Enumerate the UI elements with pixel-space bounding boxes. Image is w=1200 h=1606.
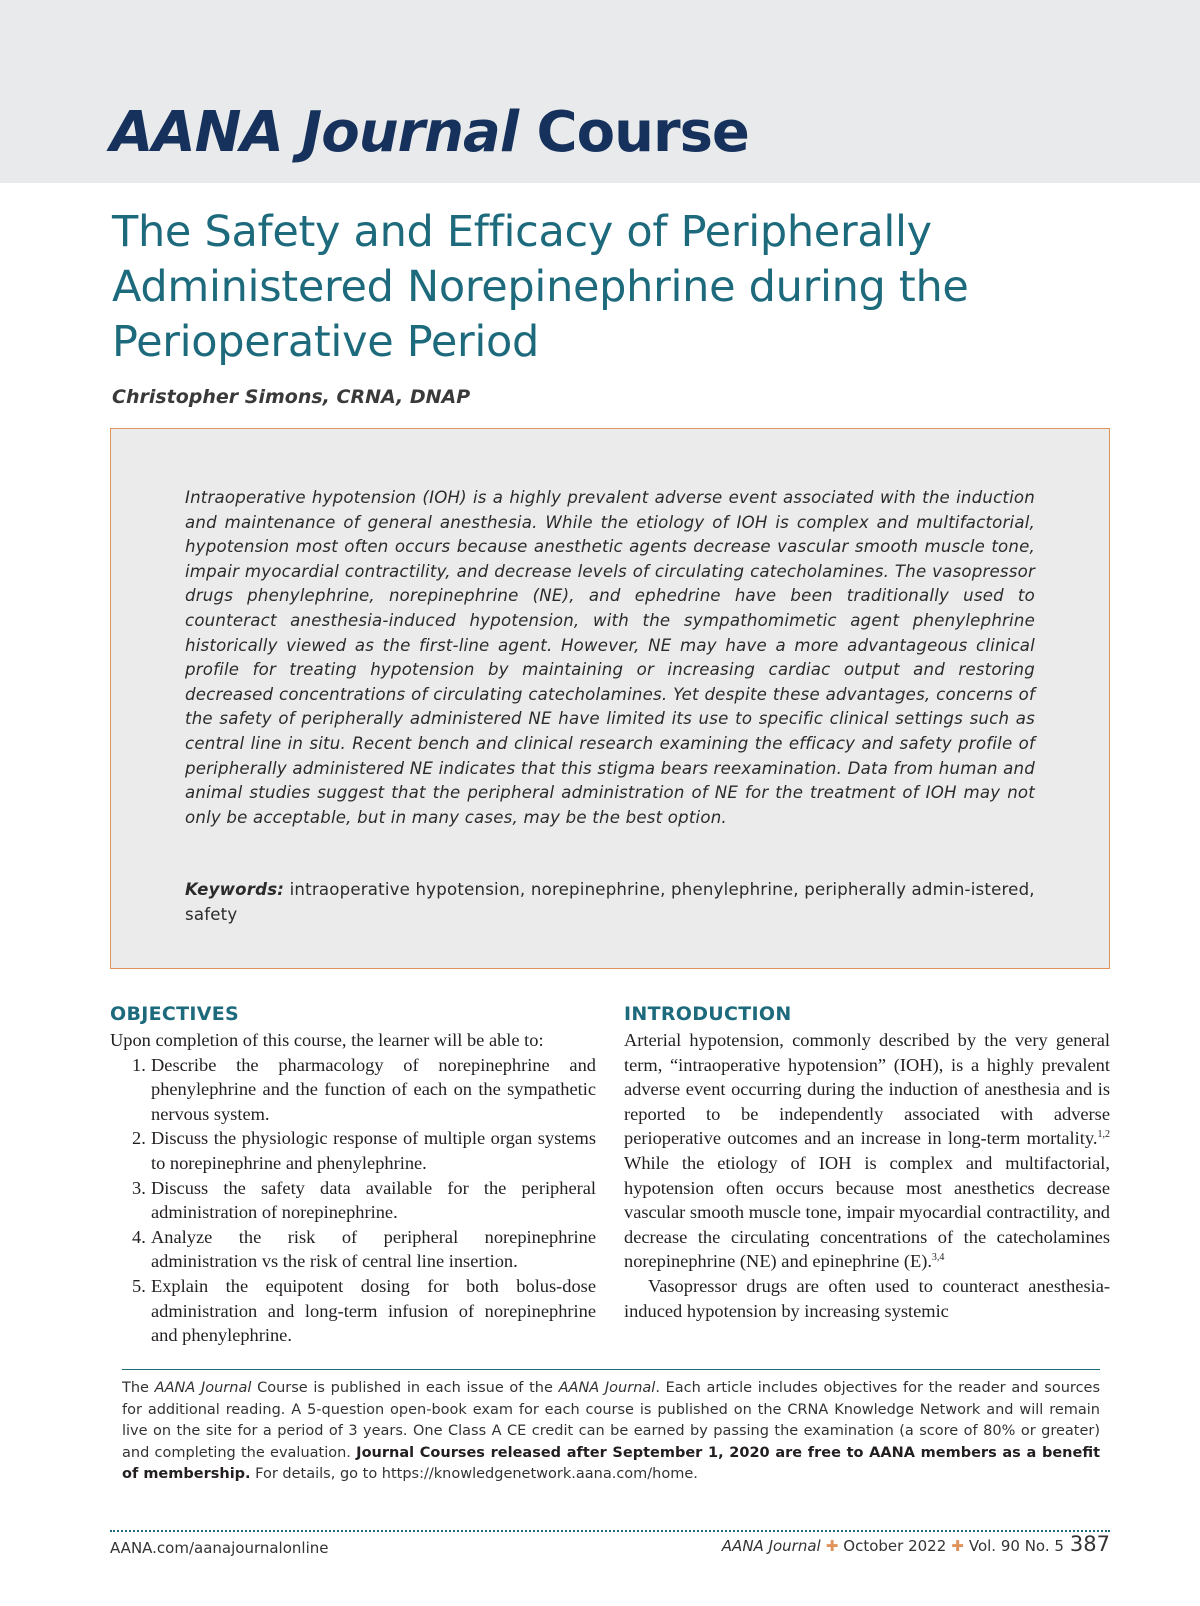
keywords — [185, 878, 1035, 927]
objective-text: Describe the pharmacology of norepinephrine and phenylephrine and the function of each on the sympathetic nervous system. — [151, 1054, 596, 1124]
footnote-divider — [122, 1369, 1100, 1370]
objectives-heading: OBJECTIVES — [110, 1003, 240, 1025]
journal-course-title — [110, 100, 749, 165]
introduction-paragraph-2: Vasopressor drugs are often used to counteract anesthesia-induced hypotension by increasing systemic — [624, 1275, 1110, 1321]
intro-text: While the etiology of IOH is complex and multifactorial, hypotension often occurs because most anesthetics decrease vascular smooth muscle tone, impair myocardial contractility, and decrease the circulating concentrations of the catecholamines norepinephrine (NE) and epinephrine (E). — [624, 1152, 1110, 1272]
objectives-list — [110, 1053, 596, 1348]
objective-number: 3. — [132, 1177, 146, 1198]
abstract-text: Intraoperative hypotension (IOH) is a highly prevalent adverse event associated with the induction and maintenance of general anesthesia. While the etiology of IOH is complex and multifactorial, hypotension most often occurs because anesthetic agents decrease vascular smooth muscle tone, impair myocardial contractility, and decrease levels of circulating catecholamines. The vasopressor drugs phenylephrine, norepinephrine (NE), and ephedrine have been traditionally used to counteract anesthesia-induced hypotension, with the sympathomimetic agent phenylephrine historically viewed as the first-line agent. However, NE may have a more advantageous clinical profile for treating hypotension by maintaining or increasing cardiac output and restoring decreased concentrations of circulating catecholamines. Yet despite these advantages, concerns of the safety of peripherally administered NE have limited its use to specific clinical settings such as central line in situ. Recent bench and clinical research examining the efficacy and safety profile of peripherally administered NE indicates that this stigma bears reexamination. Data from human and animal studies suggest that the peripheral administration of NE for the treatment of IOH may not only be acceptable, but in many cases, may be the best option. — [185, 488, 1035, 827]
article-title: The Safety and Efficacy of Peripherally Administered Norepinephrine during the Perioperative Period — [112, 207, 969, 367]
footnote-membership-note: Journal Courses released after September 1, 2020 are free to AANA members as a benefit of membership. — [122, 1444, 1100, 1482]
journal-name: AANA Journal — [110, 100, 519, 165]
objective-item — [110, 1126, 596, 1175]
intro-text: Arterial hypotension, commonly described by the very general term, “intraoperative hypotension” (IOH), is a highly prevalent adverse event occurring during the induction of anesthesia and is reported to be independently associated with adverse perioperative outcomes and an increase in long-term mortality. — [624, 1030, 1110, 1149]
introduction-paragraph-1 — [624, 1028, 1110, 1274]
footer-volume: Vol. 90 No. 5 — [968, 1537, 1064, 1555]
introduction-section — [624, 1000, 1110, 1323]
objective-number: 1. — [132, 1054, 146, 1075]
cross-icon: ✚ — [825, 1537, 839, 1555]
objectives-intro: Upon completion of this course, the learner will be able to: — [110, 1030, 544, 1050]
objective-number: 2. — [132, 1128, 146, 1149]
footer-journal: AANA Journal — [721, 1537, 821, 1555]
abstract-box — [110, 428, 1110, 969]
objective-item — [110, 1225, 596, 1274]
objective-item — [110, 1176, 596, 1225]
footnote-details-link[interactable]: For details, go to https://knowledgenetwork.aana.com/home. — [250, 1466, 698, 1482]
objective-text: Explain the equipotent dosing for both bolus-dose administration and long-term infusion of norepinephrine and phenylephrine. — [151, 1275, 596, 1346]
cross-icon: ✚ — [951, 1537, 964, 1555]
footnote-text: The — [122, 1380, 155, 1396]
reference-citation: 1,2 — [1097, 1129, 1110, 1141]
footer-date: October 2022 — [843, 1537, 947, 1555]
objectives-section — [110, 1000, 596, 1348]
footnote-text: . Each article includes objectives for the reader and sources for additional reading. A 5-question open-book exam for each course is published on the CRNA Knowledge Network and will remain live on the site for a period of 3 years. One Class A CE credit can be earned by passing the examination (a score of 80% or greater) and completing the evaluation. — [122, 1380, 1101, 1461]
objective-text: Discuss the safety data available for the peripheral administration of norepinephrine. — [151, 1177, 596, 1223]
footnote-journal-name: AANA Journal — [558, 1380, 656, 1396]
page-number: 387 — [1069, 1532, 1110, 1556]
footnote-text: Course is published in each issue of the — [251, 1380, 559, 1396]
masthead — [0, 0, 1200, 183]
author-byline: Christopher Simons, CRNA, DNAP — [112, 386, 471, 408]
footnote-journal-name: AANA Journal — [154, 1380, 252, 1396]
course-word: Course — [536, 100, 749, 165]
course-footnote — [122, 1378, 1100, 1486]
objective-text: Discuss the physiologic response of multiple organ systems to norepinephrine and phenylephrine. — [151, 1128, 596, 1173]
reference-citation: 3,4 — [931, 1252, 945, 1264]
introduction-heading: INTRODUCTION — [624, 1003, 792, 1025]
keywords-label: Keywords: — [185, 880, 285, 899]
objective-number: 5. — [132, 1275, 146, 1296]
objective-item — [110, 1274, 596, 1348]
objective-number: 4. — [132, 1226, 146, 1247]
keywords-list: intraoperative hypotension, norepinephrine, phenylephrine, peripherally admin-istered, safety — [185, 880, 1035, 924]
objective-text: Analyze the risk of peripheral norepinephrine administration vs the risk of central line insertion. — [151, 1226, 596, 1272]
footer-url[interactable]: AANA.com/aanajournalonline — [110, 1539, 329, 1557]
objective-item — [110, 1053, 596, 1127]
footer-citation — [722, 1532, 1110, 1556]
